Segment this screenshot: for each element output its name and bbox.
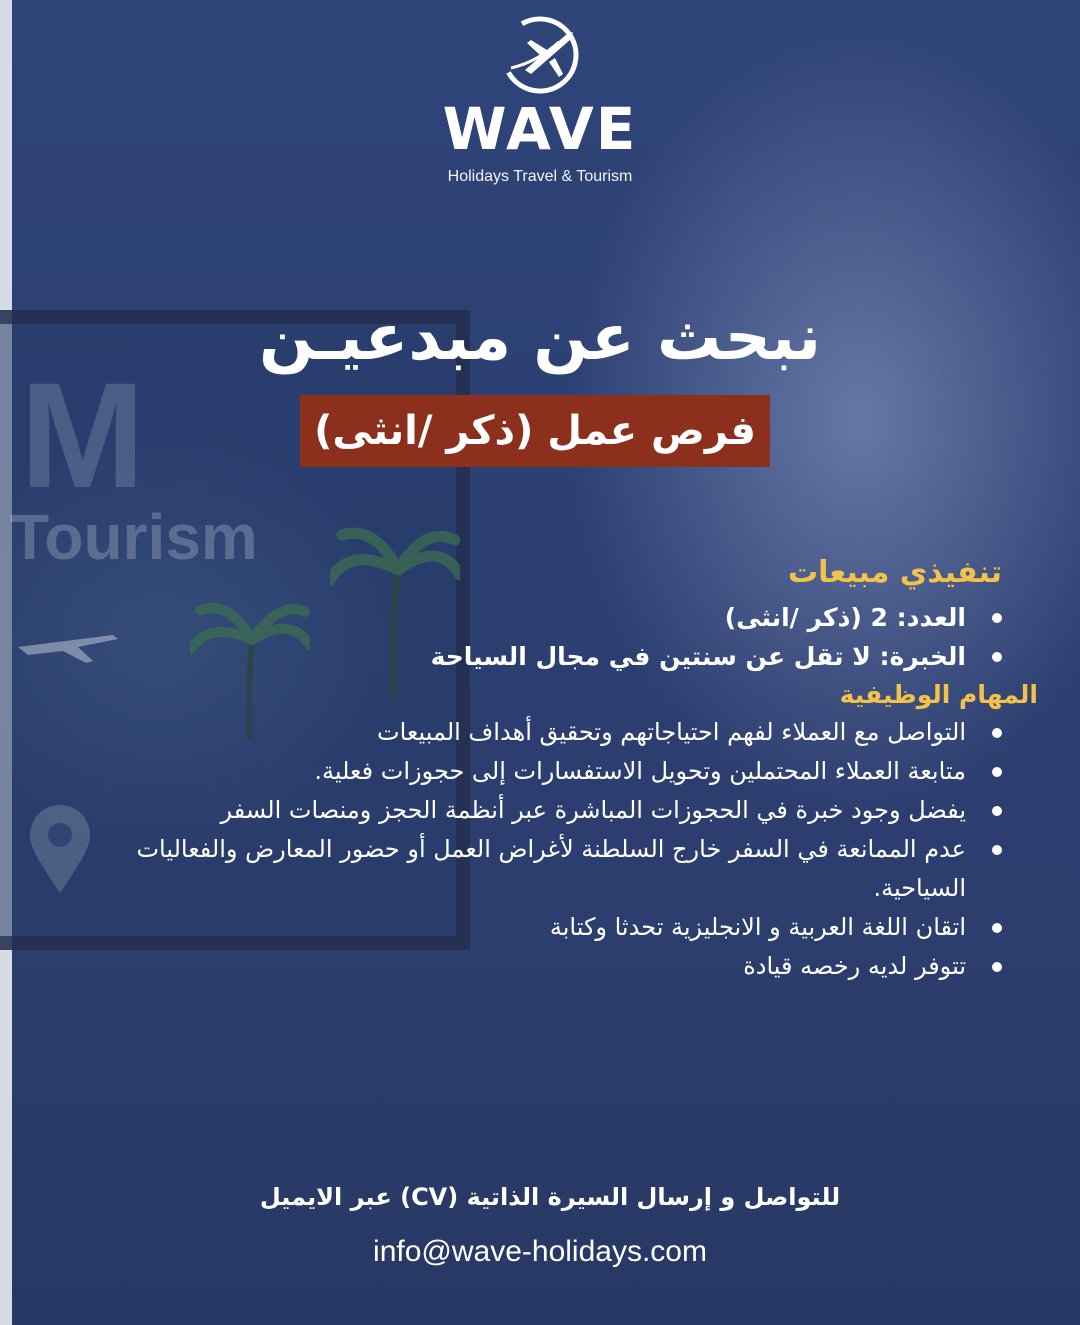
opportunity-banner: [300, 395, 770, 467]
page-title: نبحث عن مبدعيـن: [259, 301, 821, 375]
brand-name: WAVE: [442, 95, 638, 163]
job-facts: [102, 598, 1002, 676]
job-title: تنفيذي مبيعات: [787, 555, 1002, 590]
list-item: العدد: 2 (ذكر /انثى): [102, 598, 1002, 637]
contact-email[interactable]: info@wave-holidays.com: [373, 1235, 707, 1268]
duties-heading: المهام الوظيفية: [839, 680, 1038, 709]
list-item: التواصل مع العملاء لفهم احتياجاتهم وتحقيق أهداف المبيعات: [102, 713, 1002, 752]
list-item: متابعة العملاء المحتملين وتحويل الاستفسارات إلى حجوزات فعلية.: [102, 752, 1002, 791]
list-item: اتقان اللغة العربية و الانجليزية تحدثا وكتابة: [102, 908, 1002, 947]
airplane-circle-icon: [497, 12, 583, 98]
location-pin-icon: [28, 805, 92, 895]
brand-tagline: Holidays Travel & Tourism: [447, 168, 633, 185]
list-item: يفضل وجود خبرة في الحجوزات المباشرة عبر أنظمة الحجز ومنصات السفر: [102, 791, 1002, 830]
job-details: [102, 555, 1038, 986]
contact-text: للتواصل و إرسال السيرة الذاتية (CV) عبر الايميل: [259, 1183, 841, 1211]
list-item: تتوفر لديه رخصه قيادة: [102, 947, 1002, 986]
banner-text: فرص عمل (ذكر /انثى): [300, 395, 770, 467]
list-item: الخبرة: لا تقل عن سنتين في مجال السياحة: [102, 637, 1002, 676]
duties-list: [102, 713, 1002, 986]
brand-logo: [430, 12, 650, 186]
background-letter: M: [20, 351, 145, 519]
background-word: Tourism: [10, 501, 258, 573]
list-item: عدم الممانعة في السفر خارج السلطنة لأغراض العمل أو حضور المعارض والفعاليات السياحية.: [102, 830, 1002, 908]
